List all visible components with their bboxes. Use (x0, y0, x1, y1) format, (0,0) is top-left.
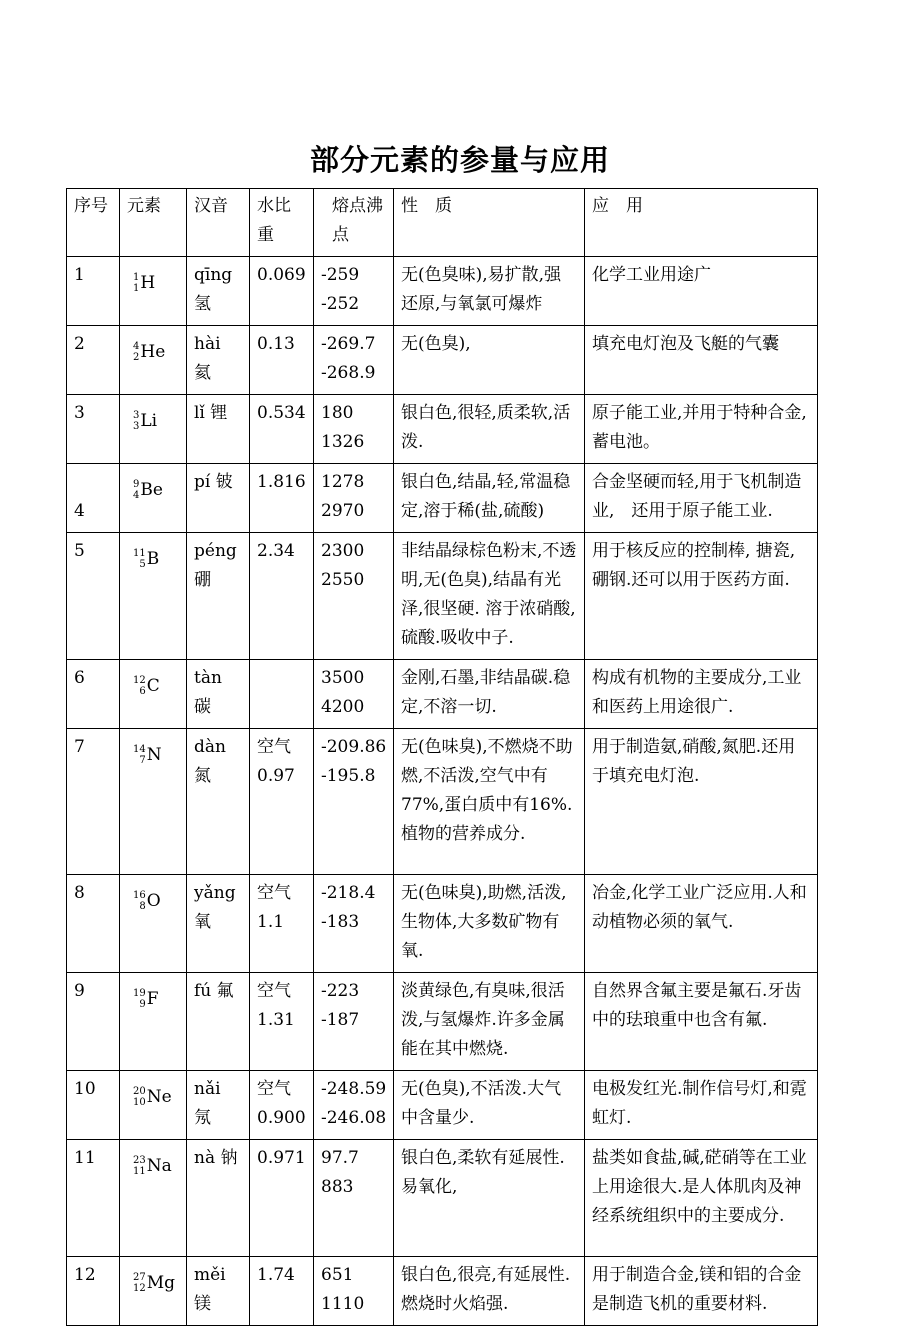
symbol-letters: O (146, 891, 161, 911)
element-hanzi: 铍 (215, 472, 233, 492)
row-number: 12 (67, 1257, 120, 1326)
pinyin: nǎi (194, 1079, 221, 1099)
header-points: 熔点沸点 (314, 189, 394, 257)
atomic-number: 8 (139, 901, 146, 912)
melting-point: 180 (321, 403, 354, 423)
symbol-letters: Mg (146, 1273, 176, 1293)
element-hanzi: 碳 (194, 697, 211, 717)
element-hanzi: 镁 (194, 1294, 211, 1314)
elements-table (66, 188, 818, 1326)
melting-point: -218.4 (321, 883, 376, 903)
mass-number: 4 (133, 341, 140, 352)
density-line: 0.069 (257, 265, 306, 285)
uses-cell: 电极发红光.制作信号灯,和霓虹灯. (585, 1071, 818, 1140)
density-line: 0.534 (257, 403, 306, 423)
isotope-numbers (133, 988, 146, 1010)
melting-point: 2300 (321, 541, 365, 561)
uses-cell: 盐类如食盐,碱,硭硝等在工业上用途很大.是人体肌肉及神经系统组织中的主要成分. (585, 1140, 818, 1257)
points-cell (314, 1071, 394, 1140)
element-hanzi: 氢 (194, 294, 211, 314)
element-cell (120, 1257, 187, 1326)
atomic-number: 3 (133, 421, 140, 432)
element-hanzi: 氮 (194, 766, 211, 786)
uses-cell: 用于核反应的控制棒, 搪瓷,硼钢.还可以用于医药方面. (585, 533, 818, 660)
density-cell (250, 533, 314, 660)
isotope-numbers (133, 744, 146, 766)
mass-number: 20 (133, 1086, 146, 1097)
properties-cell: 无(色臭味),易扩散,强还原,与氧氯可爆炸 (394, 257, 585, 326)
table-row (67, 326, 818, 395)
element-cell (120, 395, 187, 464)
atomic-number: 1 (133, 283, 140, 294)
symbol-letters: Li (140, 411, 158, 431)
symbol-letters: H (140, 273, 156, 293)
isotope-numbers (133, 410, 139, 432)
pinyin-cell (187, 257, 250, 326)
mass-number: 3 (133, 410, 140, 421)
element-cell (120, 1140, 187, 1257)
isotope-numbers (133, 1086, 146, 1108)
symbol-letters: Ne (146, 1087, 172, 1107)
element-hanzi: 氧 (194, 912, 211, 932)
table-row (67, 973, 818, 1071)
element-symbol (133, 988, 159, 1010)
properties-cell: 无(色臭),不活泼.大气中含量少. (394, 1071, 585, 1140)
uses-cell: 用于制造合金,镁和铝的合金是制造飞机的重要材料. (585, 1257, 818, 1326)
melting-point: -223 (321, 981, 360, 1001)
element-cell (120, 464, 187, 533)
element-hanzi: 钠 (220, 1148, 238, 1168)
boiling-point: -187 (321, 1010, 360, 1030)
atomic-number: 4 (133, 490, 140, 501)
boiling-point: -195.8 (321, 766, 376, 786)
density-line: 空气 (257, 981, 291, 1001)
isotope-numbers (133, 479, 139, 501)
symbol-letters: He (140, 342, 166, 362)
density-cell (250, 1071, 314, 1140)
density-line: 1.74 (257, 1265, 295, 1285)
boiling-point: 2550 (321, 570, 365, 590)
boiling-point: -183 (321, 912, 360, 932)
page-title: 部分元素的参量与应用 (309, 143, 610, 177)
row-number: 7 (67, 729, 120, 875)
row-number: 1 (67, 257, 120, 326)
melting-point: -269.7 (321, 334, 376, 354)
density-line: 空气 (257, 737, 291, 757)
boiling-point: -246.08 (321, 1108, 387, 1128)
density-line: 1.31 (257, 1010, 295, 1030)
atomic-number: 7 (139, 755, 146, 766)
pinyin: dàn (194, 737, 226, 757)
points-cell (314, 464, 394, 533)
isotope-numbers (133, 272, 139, 294)
element-hanzi: 氦 (194, 363, 211, 383)
boiling-point: 4200 (321, 697, 365, 717)
pinyin-cell (187, 1257, 250, 1326)
uses-cell: 原子能工业,并用于特种合金,蓄电池。 (585, 395, 818, 464)
mass-number: 19 (133, 988, 146, 999)
element-symbol (133, 272, 155, 294)
mass-number: 1 (133, 272, 140, 283)
pinyin-cell (187, 973, 250, 1071)
pinyin-cell (187, 395, 250, 464)
element-hanzi: 氖 (194, 1108, 211, 1128)
isotope-numbers (133, 1272, 146, 1294)
properties-cell: 金刚,石墨,非结晶碳.稳定,不溶一切. (394, 660, 585, 729)
density-cell (250, 729, 314, 875)
density-cell (250, 660, 314, 729)
table-row (67, 464, 818, 533)
element-symbol (133, 479, 163, 501)
boiling-point: 1110 (321, 1294, 365, 1314)
pinyin-cell (187, 326, 250, 395)
element-symbol (133, 1272, 175, 1294)
properties-cell: 银白色,柔软有延展性.易氧化, (394, 1140, 585, 1257)
melting-point: 3500 (321, 668, 365, 688)
boiling-point: -268.9 (321, 363, 376, 383)
element-cell (120, 1071, 187, 1140)
element-cell (120, 729, 187, 875)
header-density: 水比重 (250, 189, 314, 257)
symbol-letters: C (146, 676, 160, 696)
points-cell (314, 1140, 394, 1257)
header-row (67, 189, 818, 257)
density-line: 0.900 (257, 1108, 306, 1128)
density-cell (250, 875, 314, 973)
points-cell (314, 973, 394, 1071)
properties-cell: 无(色味臭),助燃,活泼,生物体,大多数矿物有氧. (394, 875, 585, 973)
row-number: 3 (67, 395, 120, 464)
header-uses: 应 用 (585, 189, 818, 257)
properties-cell: 非结晶绿棕色粉末,不透明,无(色臭),结晶有光泽,很坚硬. 溶于浓硝酸,硫酸.吸收中子. (394, 533, 585, 660)
pinyin-cell (187, 729, 250, 875)
boiling-point: 2970 (321, 501, 365, 521)
pinyin: lǐ (194, 403, 205, 423)
element-cell (120, 875, 187, 973)
row-number: 4 (67, 464, 120, 533)
points-cell (314, 395, 394, 464)
pinyin-cell (187, 533, 250, 660)
properties-cell: 银白色,很亮,有延展性.燃烧时火焰强. (394, 1257, 585, 1326)
pinyin-cell (187, 1140, 250, 1257)
row-number: 5 (67, 533, 120, 660)
melting-point: -259 (321, 265, 360, 285)
boiling-point: -252 (321, 294, 360, 314)
row-number: 10 (67, 1071, 120, 1140)
row-number: 6 (67, 660, 120, 729)
element-hanzi: 氟 (216, 981, 234, 1001)
pinyin: qīng (194, 265, 233, 285)
points-cell (314, 660, 394, 729)
mass-number: 12 (133, 675, 146, 686)
table-row (67, 1071, 818, 1140)
table-row (67, 729, 818, 875)
row-number: 8 (67, 875, 120, 973)
element-symbol (133, 675, 160, 697)
header-pinyin: 汉音 (187, 189, 250, 257)
pinyin: fú (194, 981, 212, 1001)
uses-cell: 化学工业用途广 (585, 257, 818, 326)
element-symbol (133, 548, 159, 570)
density-cell (250, 973, 314, 1071)
melting-point: -209.86 (321, 737, 387, 757)
uses-cell: 冶金,化学工业广泛应用.人和动植物必须的氧气. (585, 875, 818, 973)
properties-cell: 银白色,很轻,质柔软,活泼. (394, 395, 585, 464)
properties-cell: 无(色臭), (394, 326, 585, 395)
table-row (67, 1140, 818, 1257)
element-hanzi: 硼 (194, 570, 211, 590)
mass-number: 16 (133, 890, 146, 901)
points-cell (314, 729, 394, 875)
points-cell (314, 533, 394, 660)
density-line: 0.971 (257, 1148, 306, 1168)
properties-cell: 淡黄绿色,有臭味,很活泼,与氢爆炸.许多金属能在其中燃烧. (394, 973, 585, 1071)
header-no: 序号 (67, 189, 120, 257)
properties-cell: 无(色味臭),不燃烧不助燃,不活泼,空气中有 77%,蛋白质中有16%.植物的营养成分. (394, 729, 585, 875)
density-line: 0.13 (257, 334, 295, 354)
uses-cell: 填充电灯泡及飞艇的气囊 (585, 326, 818, 395)
points-cell (314, 875, 394, 973)
element-symbol (133, 1086, 172, 1108)
isotope-numbers (133, 1155, 146, 1177)
pinyin: hài (194, 334, 221, 354)
mass-number: 23 (133, 1155, 146, 1166)
density-line: 空气 (257, 883, 291, 903)
density-line: 0.97 (257, 766, 295, 786)
header-element: 元素 (120, 189, 187, 257)
table-row (67, 660, 818, 729)
isotope-numbers (133, 890, 146, 912)
uses-cell: 用于制造氨,硝酸,氮肥.还用于填充电灯泡. (585, 729, 818, 875)
pinyin: péng (194, 541, 237, 561)
atomic-number: 6 (139, 686, 146, 697)
pinyin: pí (194, 472, 211, 492)
pinyin-cell (187, 660, 250, 729)
element-symbol (133, 890, 161, 912)
atomic-number: 10 (133, 1097, 146, 1108)
melting-point: -248.59 (321, 1079, 387, 1099)
row-number: 11 (67, 1140, 120, 1257)
density-cell (250, 464, 314, 533)
element-symbol (133, 341, 165, 363)
table-row (67, 395, 818, 464)
row-number: 2 (67, 326, 120, 395)
element-hanzi: 锂 (210, 403, 228, 423)
element-cell (120, 326, 187, 395)
isotope-numbers (133, 341, 139, 363)
element-symbol (133, 744, 162, 766)
uses-cell: 构成有机物的主要成分,工业和医药上用途很广. (585, 660, 818, 729)
density-cell (250, 395, 314, 464)
pinyin-cell (187, 1071, 250, 1140)
symbol-letters: N (146, 745, 162, 765)
mass-number: 14 (133, 744, 146, 755)
pinyin: yǎng (194, 883, 236, 903)
symbol-letters: F (146, 989, 159, 1009)
mass-number: 27 (133, 1272, 146, 1283)
uses-cell: 合金坚硬而轻,用于飞机制造业, 还用于原子能工业. (585, 464, 818, 533)
element-symbol (133, 1155, 172, 1177)
melting-point: 1278 (321, 472, 365, 492)
table-row (67, 257, 818, 326)
isotope-numbers (133, 675, 146, 697)
points-cell (314, 257, 394, 326)
density-cell (250, 1257, 314, 1326)
melting-point: 651 (321, 1265, 354, 1285)
density-line: 1.1 (257, 912, 285, 932)
uses-cell: 自然界含氟主要是氟石.牙齿中的珐琅重中也含有氟. (585, 973, 818, 1071)
density-cell (250, 257, 314, 326)
row-number: 9 (67, 973, 120, 1071)
element-cell (120, 973, 187, 1071)
atomic-number: 9 (139, 999, 146, 1010)
element-symbol (133, 410, 157, 432)
element-cell (120, 660, 187, 729)
points-cell (314, 1257, 394, 1326)
element-cell (120, 257, 187, 326)
properties-cell: 银白色,结晶,轻,常温稳定,溶于稀(盐,硫酸) (394, 464, 585, 533)
atomic-number: 11 (133, 1166, 146, 1177)
table-row (67, 1257, 818, 1326)
mass-number: 11 (133, 548, 146, 559)
density-line: 空气 (257, 1079, 291, 1099)
symbol-letters: Be (140, 480, 163, 500)
pinyin-cell (187, 875, 250, 973)
atomic-number: 12 (133, 1283, 146, 1294)
points-cell (314, 326, 394, 395)
element-cell (120, 533, 187, 660)
density-cell (250, 1140, 314, 1257)
atomic-number: 2 (133, 352, 140, 363)
pinyin: nà (194, 1148, 216, 1168)
boiling-point: 1326 (321, 432, 365, 452)
header-properties: 性 质 (394, 189, 585, 257)
pinyin: tàn (194, 668, 222, 688)
density-line: 1.816 (257, 472, 306, 492)
table-row (67, 875, 818, 973)
symbol-letters: B (146, 549, 160, 569)
pinyin-cell (187, 464, 250, 533)
atomic-number: 5 (139, 559, 146, 570)
symbol-letters: Na (146, 1156, 172, 1176)
table-row (67, 533, 818, 660)
boiling-point: 883 (321, 1177, 354, 1197)
melting-point: 97.7 (321, 1148, 359, 1168)
mass-number: 9 (133, 479, 140, 490)
isotope-numbers (133, 548, 146, 570)
density-line: 2.34 (257, 541, 295, 561)
pinyin: měi (194, 1265, 226, 1285)
density-cell (250, 326, 314, 395)
